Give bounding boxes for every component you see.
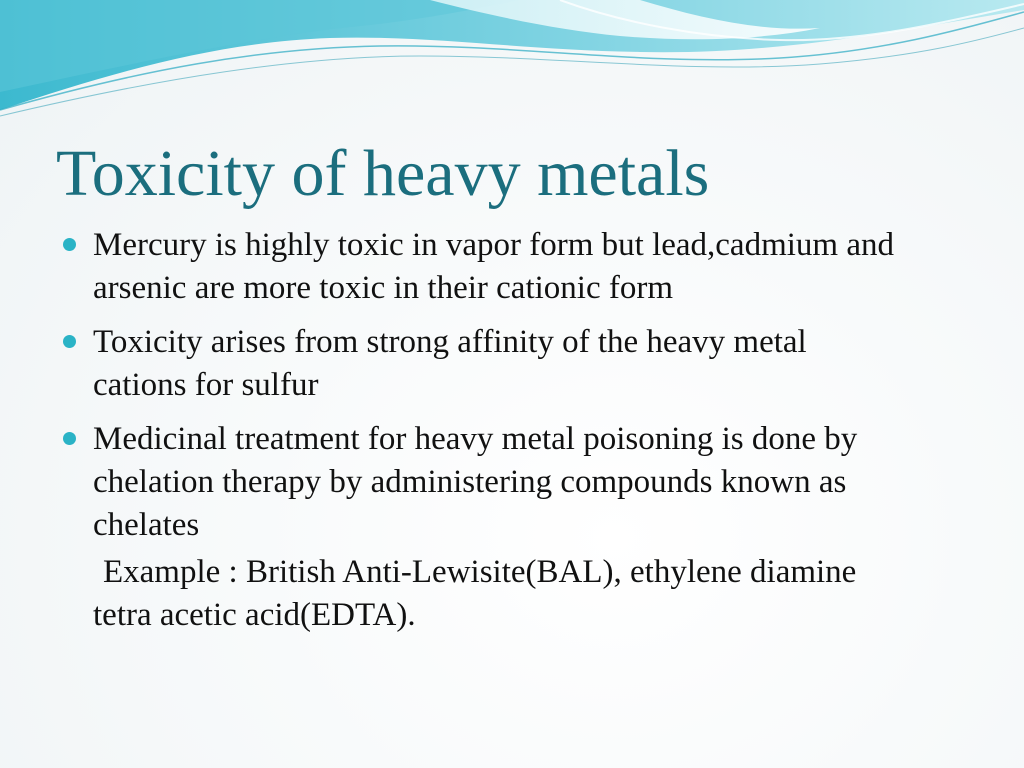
bullet-text: Mercury is highly toxic in vapor form but lead,cadmium and arsenic are more toxic in their cationic form — [93, 227, 894, 306]
bullet-item — [60, 224, 900, 310]
bullet-dot-icon — [63, 432, 76, 445]
example-text: Example : British Anti-Lewisite(BAL), ethylene diamine tetra acetic acid(EDTA). — [93, 554, 857, 633]
bullet-list — [60, 224, 900, 637]
bullet-item — [60, 418, 900, 547]
bullet-dot-icon — [63, 335, 76, 348]
slide-title: Toxicity of heavy metals — [56, 137, 710, 210]
bullet-text: Medicinal treatment for heavy metal poisoning is done by chelation therapy by administering compounds known as chelates — [93, 421, 858, 543]
bullet-item — [60, 321, 900, 407]
bullet-text: Toxicity arises from strong affinity of the heavy metal cations for sulfur — [93, 324, 807, 403]
decorative-wave — [0, 0, 1024, 130]
bullet-dot-icon — [63, 238, 76, 251]
